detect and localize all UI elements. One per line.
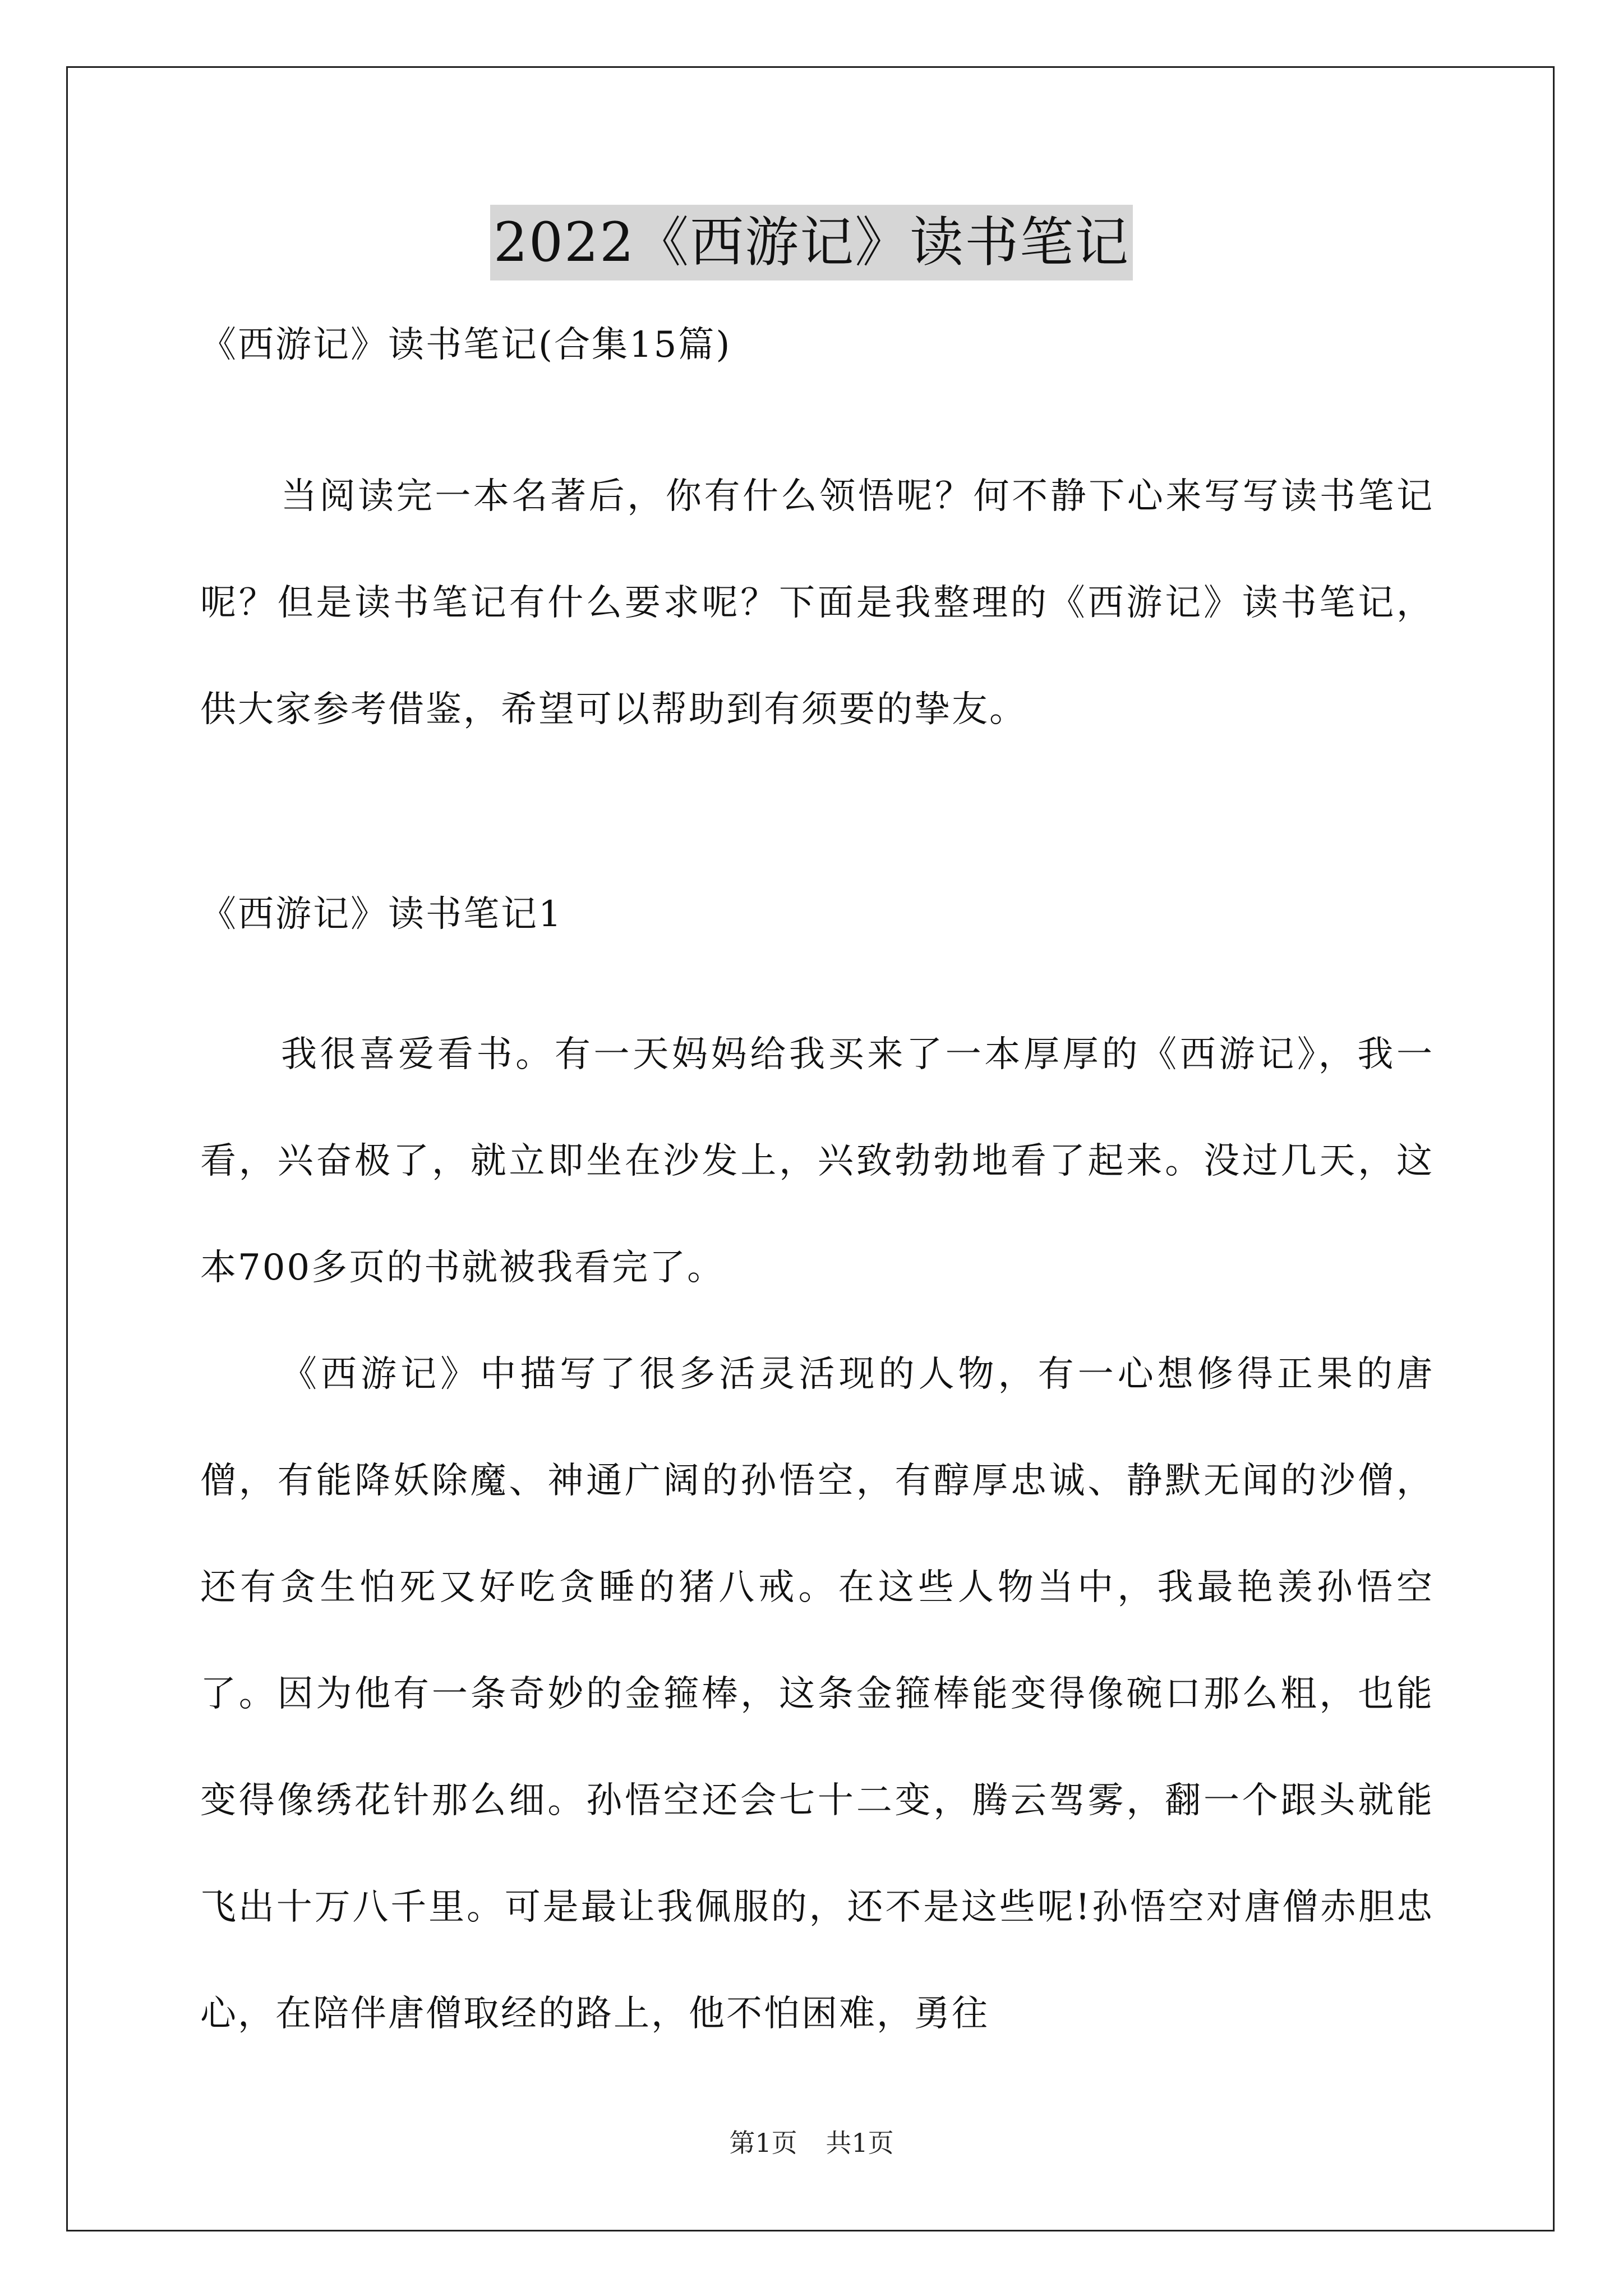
page-number-total: 共1页 xyxy=(826,2128,894,2158)
intro-paragraph: 当阅读完一本名著后，你有什么领悟呢？何不静下心来写写读书笔记呢？但是读书笔记有什么要求呢？下面是我整理的《西游记》读书笔记，供大家参考借鉴，希望可以帮助到有须要的挚友。 xyxy=(200,476,1434,730)
title-container xyxy=(0,205,1623,280)
page-footer xyxy=(0,2126,1623,2160)
section-1-body xyxy=(200,1001,1434,2067)
page-number-current: 第1页 xyxy=(729,2128,797,2158)
section-1-heading: 《西游记》读书笔记1 xyxy=(200,894,563,935)
document-title: 2022《西游记》读书笔记 xyxy=(490,205,1133,280)
section-1-paragraph-2: 《西游记》中描写了很多活灵活现的人物，有一心想修得正果的唐僧，有能降妖除魔、神通广阔的孙悟空，有醇厚忠诚、静默无闻的沙僧，还有贪生怕死又好吃贪睡的猪八戒。在这些人物当中，我最艳羡孙悟空了。因为他有一条奇妙的金箍棒，这条金箍棒能变得像碗口那么粗，也能变得像绣花针那么细。孙悟空还会七十二变，腾云驾雾，翻一个跟头就能飞出十万八千里。可是最让我佩服的，还不是这些呢!孙悟空对唐僧赤胆忠心，在陪伴唐僧取经的路上，他不怕困难，勇往 xyxy=(200,1354,1434,2035)
document-subtitle: 《西游记》读书笔记(合集15篇) xyxy=(200,324,732,366)
section-1-paragraph-1: 我很喜爱看书。有一天妈妈给我买来了一本厚厚的《西游记》，我一看，兴奋极了，就立即坐在沙发上，兴致勃勃地看了起来。没过几天，这本700多页的书就被我看完了。 xyxy=(200,1034,1434,1289)
intro-section xyxy=(200,443,1434,763)
